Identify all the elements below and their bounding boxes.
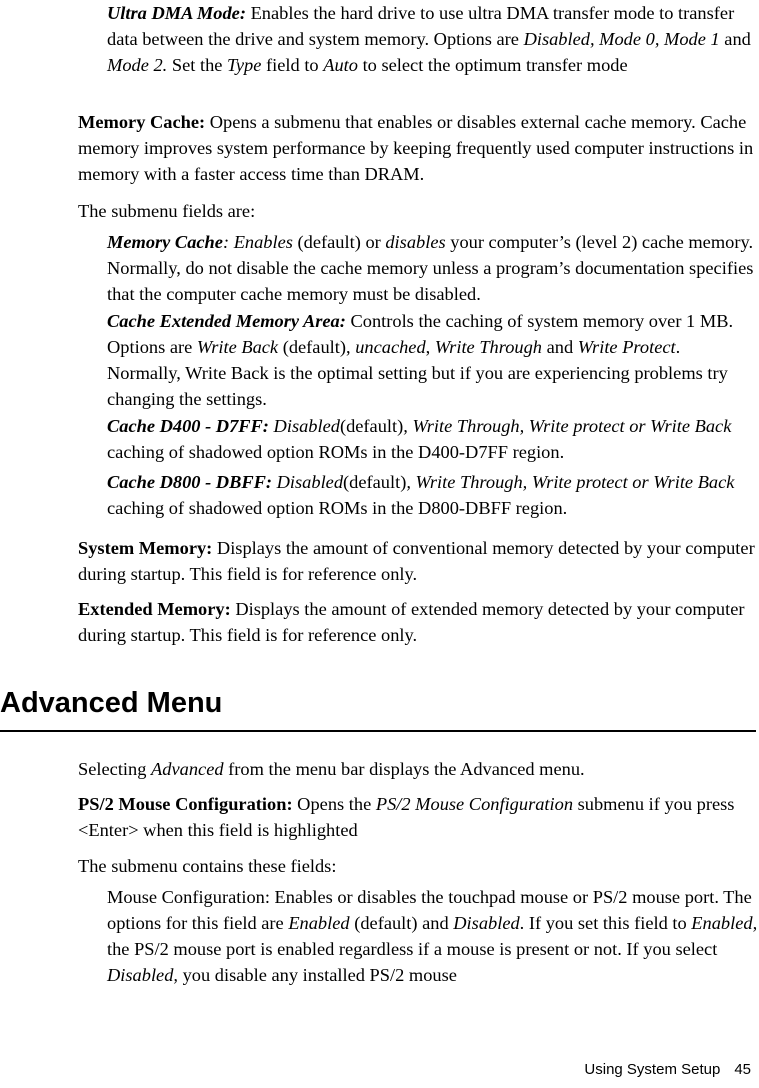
cache-d800-term: Cache D800 - DBFF: bbox=[107, 472, 273, 492]
sub-memory-cache-entry: Memory Cache: Enables (default) or disables your computer’s (level 2) cache memory. Normally, do not disable the cache memory unless a program’s documentation specifies that the computer cache memory must be disabled. bbox=[107, 232, 754, 304]
cache-extended-memory-entry: Cache Extended Memory Area: Controls the caching of system memory over 1 MB. Options are Write Back (default), uncached, Write Through and Write Protect. Normally, Write Back is the optimal setting but if you are experiencing problems try changing the settings. bbox=[107, 311, 734, 409]
system-memory-entry: System Memory: Displays the amount of conventional memory detected by your computer during startup. This field is for reference only. bbox=[78, 538, 755, 584]
cache-extended-term: Cache Extended Memory Area: bbox=[107, 311, 346, 331]
section-heading: Advanced Menu bbox=[0, 687, 223, 719]
submenu-contains-intro: The submenu contains these fields: bbox=[78, 856, 337, 876]
ultra-dma-term: Ultra DMA Mode: bbox=[107, 3, 246, 23]
page-number: 45 bbox=[734, 1061, 751, 1078]
mouse-configuration-entry: Mouse Configuration: Enables or disables the touchpad mouse or PS/2 mouse port. The options for this field are Enabled (default) and Disabled. If you set this field to Enabled, the PS/2 mouse port is enabled regardless if a mouse is present or not. If you select Disabled, you disable any installed PS/2 mouse bbox=[107, 887, 758, 985]
section-divider bbox=[0, 730, 756, 732]
advanced-intro: Selecting Advanced from the menu bar displays the Advanced menu. bbox=[78, 759, 585, 779]
memory-cache-entry: Memory Cache: Opens a submenu that enables or disables external cache memory. Cache memory improves system performance by keeping frequently used computer instructions in memory with a faster access time than DRAM. bbox=[78, 112, 754, 184]
footer-chapter: Using System Setup bbox=[584, 1061, 721, 1078]
ps2-mouse-config-term: PS/2 Mouse Configuration: bbox=[78, 794, 293, 814]
page-footer bbox=[584, 1060, 751, 1080]
cache-d800-entry: Cache D800 - DBFF: Disabled(default), Write Through, Write protect or Write Back caching of shadowed option ROMs in the D800-DBFF region. bbox=[107, 472, 735, 518]
cache-d400-term: Cache D400 - D7FF: bbox=[107, 416, 269, 436]
ultra-dma-mode-entry: Ultra DMA Mode: Enables the hard drive to use ultra DMA transfer mode to transfer data between the drive and system memory. Options are Disabled, Mode 0, Mode 1 and Mode 2. Set the Type field to Auto to select the optimum transfer mode bbox=[107, 3, 751, 75]
extended-memory-entry: Extended Memory: Displays the amount of extended memory detected by your computer during startup. This field is for reference only. bbox=[78, 599, 745, 645]
sub-memory-cache-term: Memory Cache bbox=[107, 232, 223, 252]
submenu-fields-intro: The submenu fields are: bbox=[78, 201, 256, 221]
cache-d400-entry: Cache D400 - D7FF: Disabled(default), Write Through, Write protect or Write Back caching of shadowed option ROMs in the D400-D7FF region. bbox=[107, 416, 732, 462]
system-memory-term: System Memory: bbox=[78, 538, 213, 558]
ps2-mouse-config-entry: PS/2 Mouse Configuration: Opens the PS/2 Mouse Configuration submenu if you press <Enter> when this field is highlighted bbox=[78, 794, 735, 840]
extended-memory-term: Extended Memory: bbox=[78, 599, 231, 619]
memory-cache-term: Memory Cache: bbox=[78, 112, 206, 132]
